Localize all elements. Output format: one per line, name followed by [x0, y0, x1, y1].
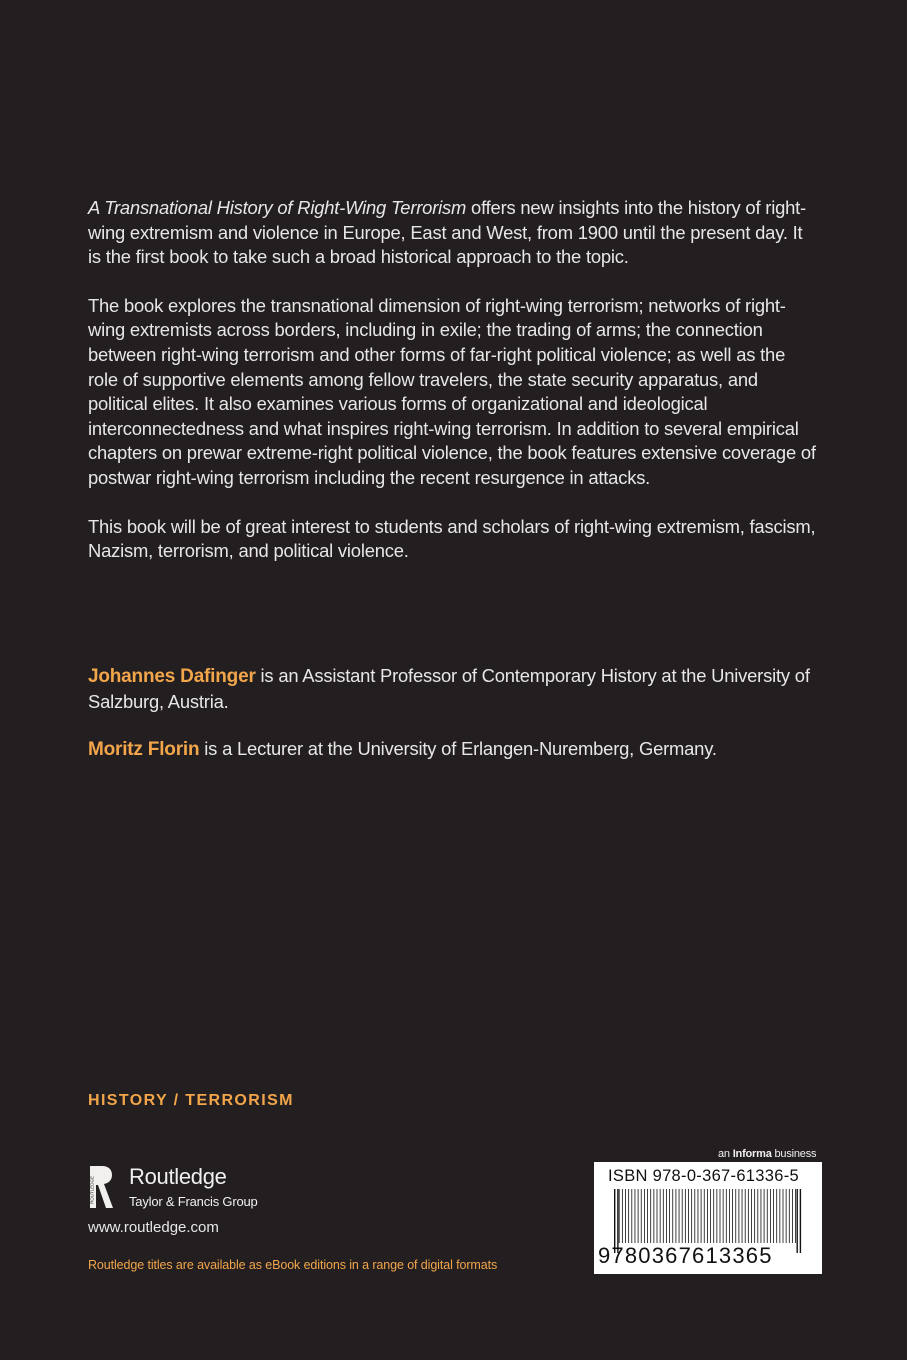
description-paragraph-2: The book explores the transnational dimension of right-wing terrorism; networks of right-wing extremists across borders, including in exile; the trading of arms; the connection between right-wing terrorism and other forms of far-right political violence; as well as the role of supportive elements among fellow travelers, the state security apparatus, and political elites. It also examines various forms of organizational and ideological interconnectedness and what inspires right-wing terrorism. In addition to several empirical chapters on prewar extreme-right political violence, the book features extensive coverage of postwar right-wing terrorism including the recent resurgence in attacks.: [88, 294, 816, 488]
barcode-bar: [666, 1189, 667, 1243]
barcode-bar: [735, 1189, 736, 1243]
barcode-bar: [698, 1189, 699, 1243]
author-bio-2: [88, 737, 818, 763]
barcode-bar: [720, 1189, 721, 1243]
informa-business-line: [718, 1148, 816, 1160]
barcode-bar: [676, 1189, 677, 1243]
barcode-bar: [732, 1189, 733, 1243]
barcode-bar: [742, 1189, 743, 1243]
barcode-bar: [795, 1189, 796, 1243]
routledge-r-logo-icon: [88, 1164, 114, 1210]
informa-prefix: an: [718, 1148, 733, 1160]
ean-digits: 9780367613365: [598, 1243, 773, 1268]
barcode-bar: [748, 1189, 749, 1243]
barcode-bar: [622, 1189, 623, 1243]
publisher-group: Taylor & Francis Group: [129, 1194, 258, 1209]
barcode-bar: [685, 1189, 686, 1243]
barcode-bar: [751, 1189, 752, 1243]
barcode-bar: [729, 1189, 730, 1243]
subject-category: HISTORY / TERRORISM: [88, 1092, 294, 1109]
barcode-bar: [691, 1189, 692, 1243]
barcode-bar: [770, 1189, 771, 1243]
barcode-bar: [694, 1189, 695, 1243]
barcode-bar: [641, 1189, 642, 1243]
isbn-label: ISBN 978-0-367-61336-5: [608, 1167, 799, 1185]
author-bio-text-1: is an Assistant Professor of Contemporary History at the University of Salzburg, Austria.: [88, 665, 810, 712]
barcode-bar: [669, 1189, 670, 1243]
barcode-bar: [647, 1189, 648, 1243]
barcode-bar: [650, 1189, 651, 1243]
barcode-bar: [625, 1189, 626, 1243]
publisher-url: www.routledge.com: [88, 1219, 219, 1236]
barcode-bar: [644, 1189, 645, 1243]
description-paragraph-3: This book will be of great interest to students and scholars of right-wing extremism, fascism, Nazism, terrorism, and political violence.: [88, 515, 816, 562]
barcode-bar: [710, 1189, 711, 1243]
barcode-bar: [767, 1189, 768, 1243]
barcode-bar: [792, 1189, 793, 1243]
barcode-bar: [789, 1189, 790, 1243]
author-name-1: Johannes Dafinger: [88, 666, 256, 687]
barcode-bar: [773, 1189, 774, 1243]
informa-brand: Informa: [732, 1148, 772, 1160]
barcode-bar: [713, 1189, 714, 1243]
barcode-bar: [745, 1189, 746, 1243]
author-bio-text-2: is a Lecturer at the University of Erlangen-Nuremberg, Germany.: [199, 738, 717, 759]
barcode-bar: [663, 1189, 664, 1243]
author-bio-1: [88, 664, 818, 714]
barcode-bar: [653, 1189, 654, 1243]
description-paragraph-1-text: offers new insights into the history of right-wing extremism and violence in Europe, East and West, from 1900 until the present day. It is the first book to take such a broad historical approach to the topic.: [88, 197, 806, 268]
barcode-bar: [739, 1189, 740, 1243]
barcode-bar: [726, 1189, 727, 1243]
barcode-bar: [786, 1189, 787, 1243]
barcode-bar: [657, 1189, 658, 1243]
book-description: [88, 196, 818, 588]
barcode-bar: [660, 1189, 661, 1243]
barcode-bar: [635, 1189, 636, 1243]
barcode-bar: [764, 1189, 765, 1243]
barcode-bar: [631, 1189, 632, 1243]
barcode-bar: [619, 1189, 620, 1243]
barcode-bar: [672, 1189, 673, 1243]
barcode-bar: [628, 1189, 629, 1243]
barcode-bar: [707, 1189, 708, 1243]
barcode-bar: [776, 1189, 777, 1243]
barcode-bar: [688, 1189, 689, 1243]
barcode-bar: [754, 1189, 755, 1243]
publisher-name: Routledge: [129, 1164, 227, 1189]
barcode-bar: [723, 1189, 724, 1243]
logo-vertical-text: ROUTLEDGE: [89, 1175, 95, 1204]
barcode-bar: [783, 1189, 784, 1243]
barcode-bar: [704, 1189, 705, 1243]
informa-suffix: business: [771, 1148, 817, 1160]
barcode-bar: [761, 1189, 762, 1243]
barcode-bar: [638, 1189, 639, 1243]
ebook-note: Routledge titles are available as eBook editions in a range of digital formats: [88, 1258, 498, 1272]
barcode-bar: [779, 1189, 780, 1243]
isbn-barcode: [594, 1162, 822, 1274]
author-name-2: Moritz Florin: [88, 739, 200, 760]
barcode-bar: [679, 1189, 680, 1243]
barcode-bar: [757, 1189, 758, 1243]
description-paragraph-1: [88, 196, 818, 270]
book-title: A Transnational History of Right-Wing Terrorism: [88, 197, 467, 218]
barcode-bar: [716, 1189, 717, 1243]
barcode-bar: [682, 1189, 683, 1243]
barcode-bar: [701, 1189, 702, 1243]
